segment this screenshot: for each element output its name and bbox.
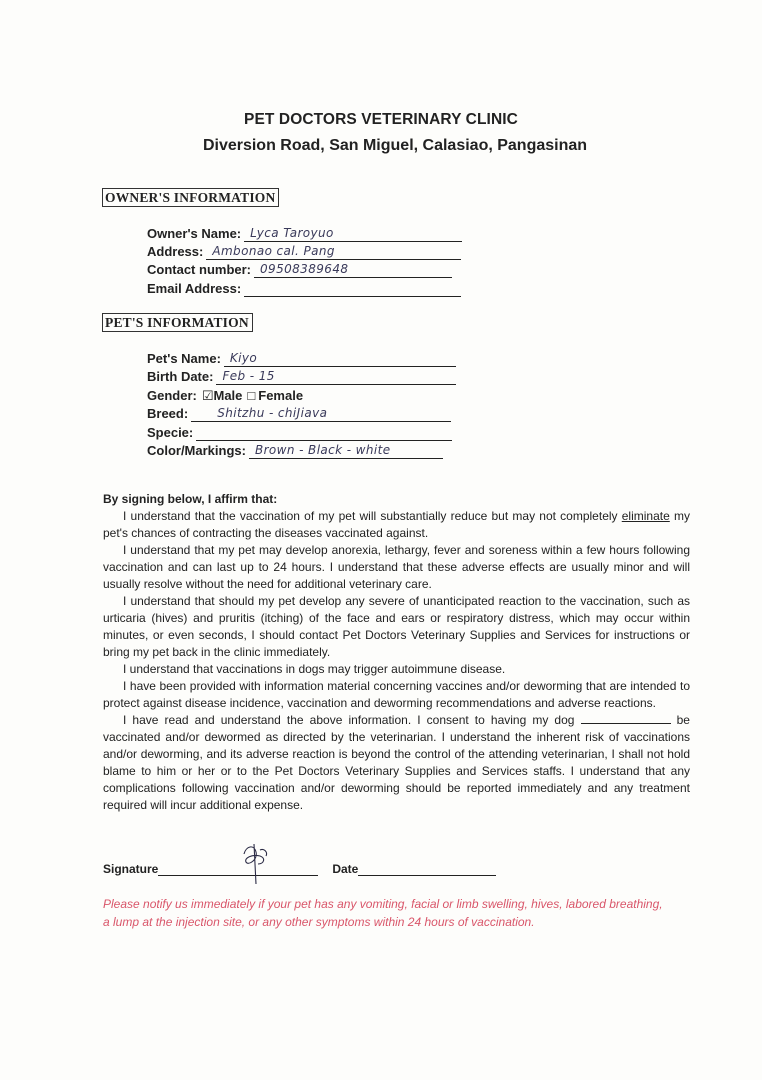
owner-address-field[interactable]: [206, 244, 461, 260]
signature-label: Signature: [103, 862, 159, 876]
pet-specie-row: [147, 425, 452, 441]
gender-male-label: Male: [213, 388, 243, 403]
pet-breed-label: Breed:: [147, 406, 189, 421]
owner-address-label: Address:: [147, 244, 204, 259]
affirm-p6-text-end: be vaccinated and/or dewormed as directed by the veterinarian. I understand the inherent risk of vaccinations and/or deworming, and its adverse reaction is beyond the control of the attending veterinarian, I shall not hold blame to him or her or to the Pet Doctors Veterinary Supplies and Services staffs. I understand that any complications following vaccination and/or deworming should be reported immediately and any treatment required will incur additional expense.: [103, 713, 690, 812]
pet-birth-label: Birth Date:: [147, 369, 214, 384]
affirm-paragraph-1: [103, 508, 690, 542]
pet-specie-label: Specie:: [147, 425, 194, 440]
pet-breed-value: Shitzhu - chiJiava: [217, 406, 328, 420]
owner-name-value: Lyca Taroyuo: [250, 226, 334, 240]
pet-gender-label: Gender:: [147, 388, 197, 403]
affirm-paragraph-4: I understand that vaccinations in dogs may trigger autoimmune disease.: [123, 662, 506, 676]
pet-birth-field[interactable]: [216, 369, 456, 385]
clinic-name: PET DOCTORS VETERINARY CLINIC: [244, 111, 518, 128]
pet-gender-row: [147, 388, 303, 404]
pet-birth-row: [147, 369, 456, 385]
owner-contact-row: [147, 262, 452, 278]
owner-contact-label: Contact number:: [147, 262, 251, 277]
affirm-paragraph-2: I understand that my pet may develop anorexia, lethargy, fever and soreness within a few hours following vaccination and can last up to 24 hours. I understand that these adverse effects are usually minor and will usually resolve without the need for additional veterinary care.: [103, 543, 690, 591]
affirm-p6-text: I have read and understand the above information. I consent to having my dog: [123, 713, 581, 727]
affirm-paragraph-3: I understand that should my pet develop any severe of unanticipated reaction to the vaccination, such as urticaria (hives) and pruritis (itching) of the face and ears or respiratory distress, which may occur within minutes, or even seconds, I should contact Pet Doctors Veterinary Supplies and Services for instructions or bring my pet back in the clinic immediately.: [103, 594, 690, 659]
pet-specie-field[interactable]: [196, 425, 452, 441]
pet-birth-value: Feb - 15: [222, 369, 275, 383]
clinic-address: Diversion Road, San Miguel, Calasiao, Pangasinan: [202, 137, 588, 154]
owner-address-value: Ambonao cal. Pang: [212, 244, 335, 258]
pet-name-row: [147, 351, 456, 367]
owner-name-row: [147, 226, 462, 242]
owner-email-field[interactable]: [244, 281, 461, 297]
affirm-body: [103, 508, 690, 814]
owner-address-row: [147, 244, 461, 260]
owner-section-heading: OWNER'S INFORMATION: [102, 188, 279, 207]
date-field[interactable]: [358, 862, 496, 876]
owner-contact-value: 09508389648: [260, 262, 349, 276]
affirm-heading: By signing below, I affirm that:: [103, 492, 278, 506]
handwritten-signature: [236, 840, 276, 886]
affirm-paragraph-5: I have been provided with information material concerning vaccines and/or deworming that are intended to protect against disease incidence, vaccination and deworming recommendations and adverse reactions.: [103, 679, 690, 710]
post-vaccination-notice: Please notify us immediately if your pet has any vomiting, facial or limb swelling, hives, labored breathing, a lump at the injection site, or any other symptoms within 24 hours of vaccination.: [103, 897, 663, 929]
dog-name-blank[interactable]: [581, 712, 671, 724]
pet-breed-row: [147, 406, 451, 422]
pet-name-label: Pet's Name:: [147, 351, 221, 366]
gender-female-label: Female: [258, 388, 304, 403]
affirm-p1-text-end: my pet's chances of contracting the diseases vaccinated against.: [103, 509, 690, 540]
pet-section-heading: PET'S INFORMATION: [102, 313, 253, 332]
pet-name-value: Kiyo: [229, 351, 258, 365]
affirm-p1-underlined: eliminate: [621, 509, 670, 523]
pet-color-row: [147, 443, 443, 459]
owner-email-label: Email Address:: [147, 281, 242, 296]
affirm-paragraph-6: [103, 712, 690, 814]
owner-contact-field[interactable]: [254, 262, 452, 278]
pet-color-field[interactable]: [249, 443, 443, 459]
pet-name-field[interactable]: [224, 351, 456, 367]
owner-name-field[interactable]: [244, 226, 462, 242]
pet-color-label: Color/Markings:: [147, 443, 246, 458]
signature-field[interactable]: [158, 862, 318, 876]
affirm-p1-text: I understand that the vaccination of my pet will substantially reduce but may not completely: [123, 509, 622, 523]
gender-female-checkbox[interactable]: □: [247, 388, 256, 403]
owner-email-row: [147, 281, 461, 297]
gender-male-checkbox[interactable]: ☑: [201, 388, 214, 403]
signature-row: [103, 862, 496, 876]
owner-name-label: Owner's Name:: [147, 226, 242, 241]
pet-breed-field[interactable]: [191, 406, 451, 422]
date-label: Date: [332, 862, 359, 876]
pet-color-value: Brown - Black - white: [254, 443, 391, 457]
